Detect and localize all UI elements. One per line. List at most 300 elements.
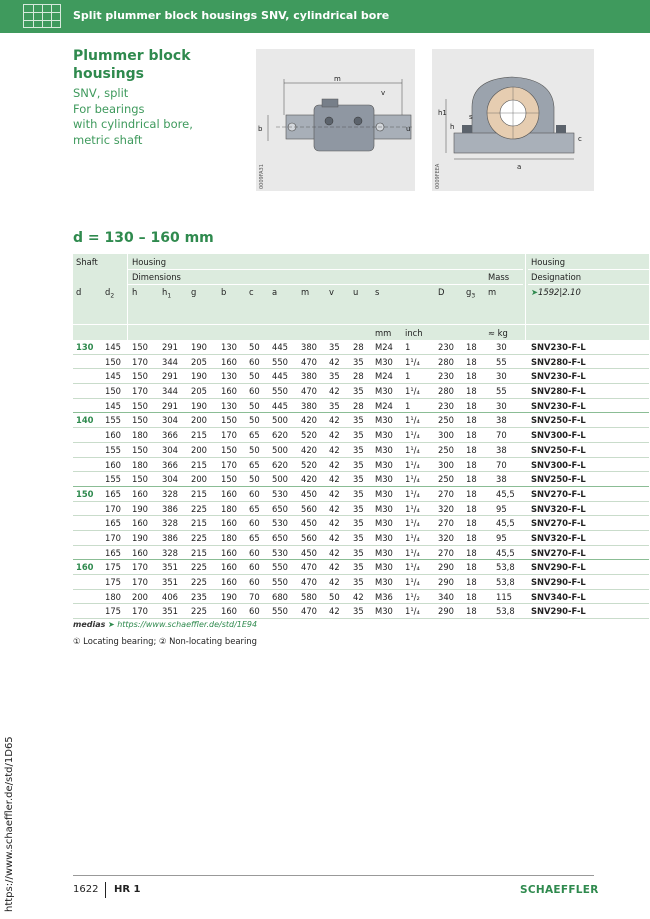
cell-s: M30	[375, 532, 393, 543]
cell-c: 50	[249, 415, 260, 426]
cell-v: 42	[329, 547, 340, 558]
dimension-table	[73, 254, 649, 619]
cell-D: 300	[438, 430, 454, 441]
cell-inch: 1¹/₄	[405, 532, 420, 543]
cell-inch: 1	[405, 400, 411, 411]
col-mass-symbol: m	[488, 287, 497, 297]
desc-line-2: For bearings	[73, 101, 145, 116]
cell-des: SNV270-F-L	[531, 547, 586, 558]
cell-u: 35	[353, 488, 364, 499]
cell-h1: 328	[162, 547, 178, 558]
cell-inch: 1¹/₄	[405, 503, 420, 514]
cell-g3: 18	[466, 371, 477, 382]
cell-d2: 170	[105, 532, 121, 543]
cell-h: 150	[132, 342, 148, 352]
cell-h1: 344	[162, 386, 178, 397]
cell-s: M30	[375, 459, 393, 470]
cell-g: 200	[191, 415, 207, 426]
cell-h: 150	[132, 415, 148, 426]
cell-des: SNV280-F-L	[531, 356, 586, 367]
cell-d2: 170	[105, 503, 121, 514]
desc-line-4: metric shaft	[73, 132, 143, 147]
cell-g: 225	[191, 532, 207, 543]
cell-inch: 1¹/₄	[405, 430, 420, 441]
cell-D: 280	[438, 386, 454, 397]
cell-d: 150	[76, 488, 94, 499]
cell-h: 170	[132, 386, 148, 397]
cell-b: 160	[221, 518, 237, 529]
cell-g3: 18	[466, 547, 477, 558]
cell-m: 420	[301, 415, 317, 426]
cell-s: M30	[375, 488, 393, 499]
cell-mass: 38	[496, 415, 507, 426]
cell-g: 225	[191, 606, 207, 617]
cell-des: SNV300-F-L	[531, 459, 586, 470]
cell-a: 550	[272, 356, 288, 367]
dim-label-a: a	[517, 163, 522, 171]
cell-mass: 95	[496, 503, 507, 514]
table-row	[73, 487, 649, 502]
cell-h1: 328	[162, 488, 178, 499]
cell-d2: 145	[105, 400, 121, 411]
cell-m: 420	[301, 444, 317, 455]
cell-u: 42	[353, 591, 364, 602]
cell-a: 620	[272, 459, 288, 470]
cell-h1: 344	[162, 356, 178, 367]
cell-h1: 291	[162, 400, 178, 411]
cell-m: 380	[301, 342, 317, 352]
cell-h: 170	[132, 562, 148, 573]
cell-D: 320	[438, 532, 454, 543]
cell-g3: 18	[466, 518, 477, 529]
table-row	[73, 413, 649, 428]
dim-label-s: s	[469, 113, 473, 121]
cell-des: SNV290-F-L	[531, 562, 586, 573]
col-v: v	[329, 287, 334, 297]
col-d2: $d_2$	[105, 287, 115, 300]
cell-D: 270	[438, 518, 454, 529]
cell-g3: 18	[466, 415, 477, 426]
cell-g: 205	[191, 356, 207, 367]
cell-d2: 165	[105, 547, 121, 558]
cell-g3: 18	[466, 532, 477, 543]
cell-a: 550	[272, 577, 288, 587]
cell-m: 420	[301, 474, 317, 485]
cell-d2: 155	[105, 415, 121, 426]
cell-c: 60	[249, 518, 260, 529]
cell-b: 160	[221, 488, 237, 499]
cell-d2: 145	[105, 371, 121, 382]
desc-line-3: with cylindrical bore,	[73, 117, 193, 131]
cell-g: 215	[191, 488, 207, 499]
cell-D: 340	[438, 591, 454, 602]
cell-u: 28	[353, 400, 364, 411]
table-row	[73, 443, 649, 458]
cell-h1: 304	[162, 415, 178, 426]
cell-g3: 18	[466, 356, 477, 367]
cell-m: 450	[301, 488, 317, 499]
desc-line-1: SNV, split	[73, 86, 129, 100]
cell-g3: 18	[466, 474, 477, 485]
cell-a: 550	[272, 386, 288, 397]
cell-v: 42	[329, 386, 340, 397]
cell-g3: 18	[466, 591, 477, 602]
cell-h: 160	[132, 518, 148, 529]
cell-b: 190	[221, 591, 237, 602]
cell-h1: 351	[162, 577, 178, 587]
table-row	[73, 560, 649, 575]
cell-a: 445	[272, 342, 288, 352]
cell-s: M30	[375, 518, 393, 529]
cell-mass: 38	[496, 444, 507, 455]
cell-m: 520	[301, 430, 317, 441]
cell-h1: 351	[162, 606, 178, 617]
cell-mass: 95	[496, 532, 507, 543]
cell-s: M30	[375, 356, 393, 367]
cell-b: 160	[221, 356, 237, 367]
cell-mass: 70	[496, 459, 507, 470]
cell-D: 250	[438, 415, 454, 426]
cell-d2: 150	[105, 356, 121, 367]
table-row	[73, 355, 649, 370]
table-row	[73, 340, 649, 355]
dim-label-m: m	[334, 75, 341, 83]
col-mass: Mass	[488, 272, 510, 282]
col-u: u	[353, 287, 359, 297]
dim-label-v: v	[381, 89, 386, 97]
cell-inch: 1¹/₄	[405, 386, 420, 397]
cell-s: M30	[375, 577, 393, 587]
table-row	[73, 502, 649, 517]
cell-D: 290	[438, 606, 454, 617]
cell-des: SNV250-F-L	[531, 474, 586, 485]
footer-separator	[105, 882, 106, 898]
cell-c: 65	[249, 430, 260, 441]
cell-D: 270	[438, 488, 454, 499]
cell-u: 35	[353, 356, 364, 367]
col-s: s	[375, 287, 380, 297]
cell-b: 160	[221, 577, 237, 587]
cell-m: 450	[301, 518, 317, 529]
cell-a: 500	[272, 444, 288, 455]
cell-des: SNV300-F-L	[531, 430, 586, 441]
bore-range-heading: d = 130 – 160 mm	[73, 230, 214, 246]
cell-h1: 386	[162, 532, 178, 543]
cell-v: 42	[329, 430, 340, 441]
cell-s: M30	[375, 415, 393, 426]
cell-inch: 1¹/₄	[405, 444, 420, 455]
schaeffler-logo: SCHAEFFLER	[520, 884, 599, 896]
cell-v: 42	[329, 518, 340, 529]
cell-u: 35	[353, 577, 364, 587]
cell-h1: 406	[162, 591, 178, 602]
cell-b: 180	[221, 532, 237, 543]
cell-D: 250	[438, 474, 454, 485]
col-c: c	[249, 287, 254, 297]
medias-label: medias	[73, 620, 106, 629]
cell-b: 170	[221, 430, 237, 441]
cell-g3: 18	[466, 488, 477, 499]
cell-v: 42	[329, 444, 340, 455]
cell-a: 500	[272, 474, 288, 485]
cell-inch: 1¹/₄	[405, 606, 420, 617]
cell-h: 190	[132, 532, 148, 543]
cell-mass: 53,8	[496, 606, 515, 617]
cell-d2: 175	[105, 577, 121, 587]
cell-g3: 18	[466, 459, 477, 470]
cell-h: 180	[132, 430, 148, 441]
bearing-notes: ① Locating bearing; ② Non-locating bearing	[73, 636, 257, 646]
cell-u: 35	[353, 474, 364, 485]
cell-u: 35	[353, 503, 364, 514]
cell-mass: 70	[496, 430, 507, 441]
cell-s: M30	[375, 606, 393, 617]
cell-u: 35	[353, 415, 364, 426]
cell-b: 160	[221, 386, 237, 397]
cell-g3: 18	[466, 342, 477, 352]
cell-g: 205	[191, 386, 207, 397]
col-g: g	[191, 287, 197, 297]
cell-D: 300	[438, 459, 454, 470]
cell-b: 150	[221, 444, 237, 455]
col-designation: Designation	[531, 272, 582, 282]
cell-des: SNV230-F-L	[531, 342, 586, 352]
cell-c: 60	[249, 356, 260, 367]
cell-s: M30	[375, 474, 393, 485]
cell-g3: 18	[466, 400, 477, 411]
cell-c: 65	[249, 532, 260, 543]
catalogue-section: HR 1	[114, 884, 141, 895]
cell-v: 42	[329, 562, 340, 573]
cell-b: 160	[221, 562, 237, 573]
cell-c: 60	[249, 547, 260, 558]
housing-front-view-drawing	[432, 49, 594, 191]
cell-b: 160	[221, 547, 237, 558]
cell-c: 60	[249, 606, 260, 617]
cell-mass: 45,5	[496, 547, 515, 558]
table-row	[73, 531, 649, 546]
cell-mass: 115	[496, 591, 512, 602]
cell-s: M30	[375, 386, 393, 397]
col-D: D	[438, 287, 445, 297]
cell-d2: 145	[105, 342, 121, 352]
cell-des: SNV320-F-L	[531, 503, 586, 514]
cell-h1: 366	[162, 430, 178, 441]
cell-inch: 1	[405, 371, 411, 382]
cell-h1: 351	[162, 562, 178, 573]
cell-mass: 53,8	[496, 577, 515, 587]
cell-inch: 1¹/₂	[405, 591, 420, 602]
table-row	[73, 516, 649, 531]
side-url[interactable]: https://www.schaeffler.de/std/1D65	[4, 736, 15, 912]
cell-s: M24	[375, 400, 393, 411]
cell-inch: 1¹/₄	[405, 577, 420, 587]
cell-inch: 1¹/₄	[405, 562, 420, 573]
cell-des: SNV230-F-L	[531, 371, 586, 382]
cell-h: 190	[132, 503, 148, 514]
cell-mass: 30	[496, 342, 507, 352]
cell-c: 50	[249, 444, 260, 455]
cell-u: 35	[353, 444, 364, 455]
figure-code-2: 0009FEEA	[435, 163, 441, 189]
cell-mass: 45,5	[496, 518, 515, 529]
cell-v: 42	[329, 606, 340, 617]
cell-a: 550	[272, 562, 288, 573]
cell-u: 35	[353, 386, 364, 397]
medias-reference	[73, 620, 257, 629]
cell-b: 180	[221, 503, 237, 514]
cell-m: 450	[301, 547, 317, 558]
cell-s: M30	[375, 430, 393, 441]
unit-s-mm: mm	[375, 328, 392, 338]
cell-m: 560	[301, 503, 317, 514]
cell-g3: 18	[466, 503, 477, 514]
cell-h: 160	[132, 547, 148, 558]
cell-D: 250	[438, 444, 454, 455]
cell-a: 530	[272, 518, 288, 529]
dim-label-u: u	[406, 125, 411, 133]
cell-v: 42	[329, 577, 340, 587]
cell-D: 230	[438, 342, 454, 352]
cell-v: 50	[329, 591, 340, 602]
col-g3: $g_3$	[466, 287, 476, 300]
cell-d2: 155	[105, 444, 121, 455]
cell-mass: 53,8	[496, 562, 515, 573]
cell-h1: 291	[162, 342, 178, 352]
cell-h1: 386	[162, 503, 178, 514]
housing-front-view-figure	[432, 49, 594, 191]
cell-b: 170	[221, 459, 237, 470]
cell-d: 160	[76, 562, 94, 573]
col-housing-designation: Housing	[531, 257, 566, 267]
cell-v: 42	[329, 415, 340, 426]
cell-d2: 160	[105, 459, 121, 470]
cell-des: SNV270-F-L	[531, 518, 586, 529]
cell-inch: 1¹/₄	[405, 488, 420, 499]
col-shaft: Shaft	[76, 257, 98, 267]
cell-des: SNV230-F-L	[531, 400, 586, 411]
designation-reference: ➤1592|2.10	[531, 287, 581, 297]
cell-d2: 165	[105, 518, 121, 529]
group-divider	[73, 559, 649, 560]
cell-g3: 18	[466, 430, 477, 441]
cell-h: 150	[132, 444, 148, 455]
cell-g: 200	[191, 444, 207, 455]
table-row	[73, 369, 649, 384]
cell-u: 35	[353, 606, 364, 617]
cell-inch: 1¹/₄	[405, 547, 420, 558]
cell-v: 42	[329, 488, 340, 499]
cell-a: 445	[272, 400, 288, 411]
cell-c: 65	[249, 459, 260, 470]
col-dimensions: Dimensions	[132, 272, 181, 282]
cell-c: 60	[249, 562, 260, 573]
cell-s: M24	[375, 371, 393, 382]
cell-m: 580	[301, 591, 317, 602]
cell-v: 35	[329, 400, 340, 411]
cell-c: 70	[249, 591, 260, 602]
cell-v: 42	[329, 503, 340, 514]
section-title-line2: housings	[73, 66, 145, 82]
col-h1: $h_1$	[162, 287, 172, 300]
cell-a: 445	[272, 371, 288, 382]
cell-g: 215	[191, 459, 207, 470]
cell-g: 190	[191, 342, 207, 352]
dim-label-c: c	[578, 135, 582, 143]
cell-h: 150	[132, 474, 148, 485]
cell-g3: 18	[466, 562, 477, 573]
group-divider	[73, 412, 649, 413]
table-row	[73, 428, 649, 443]
table-row	[73, 399, 649, 414]
housing-top-view-drawing	[256, 49, 415, 191]
cell-s: M30	[375, 547, 393, 558]
cell-b: 150	[221, 474, 237, 485]
table-row	[73, 472, 649, 487]
cell-mass: 55	[496, 356, 507, 367]
cell-g: 190	[191, 371, 207, 382]
cell-D: 230	[438, 400, 454, 411]
footer-divider	[73, 875, 594, 876]
cell-v: 35	[329, 342, 340, 352]
cell-a: 530	[272, 488, 288, 499]
header-bar	[0, 0, 650, 33]
cell-a: 650	[272, 503, 288, 514]
cell-d2: 175	[105, 606, 121, 617]
cell-a: 530	[272, 547, 288, 558]
cell-D: 280	[438, 356, 454, 367]
cell-g3: 18	[466, 386, 477, 397]
cell-s: M30	[375, 444, 393, 455]
cell-des: SNV250-F-L	[531, 415, 586, 426]
cell-s: M30	[375, 562, 393, 573]
cell-inch: 1¹/₄	[405, 356, 420, 367]
cell-h: 160	[132, 488, 148, 499]
cell-g: 225	[191, 577, 207, 587]
cell-d2: 180	[105, 591, 121, 602]
cell-h: 200	[132, 591, 148, 602]
cell-g: 215	[191, 518, 207, 529]
cell-h: 170	[132, 356, 148, 367]
medias-arrow-icon: ➤	[107, 620, 115, 629]
medias-link[interactable]: https://www.schaeffler.de/std/1E94	[117, 620, 258, 629]
cell-u: 28	[353, 342, 364, 352]
grid-icon	[23, 4, 61, 28]
cell-d2: 155	[105, 474, 121, 485]
cell-h: 180	[132, 459, 148, 470]
cell-s: M24	[375, 342, 393, 352]
cell-d: 140	[76, 415, 94, 426]
col-housing: Housing	[132, 257, 167, 267]
cell-inch: 1¹/₄	[405, 518, 420, 529]
dim-label-h: h	[450, 123, 455, 131]
cell-m: 380	[301, 371, 317, 382]
cell-inch: 1¹/₄	[405, 459, 420, 470]
cell-des: SNV290-F-L	[531, 606, 586, 617]
cell-m: 520	[301, 459, 317, 470]
dim-label-b: b	[258, 125, 263, 133]
cell-g: 215	[191, 430, 207, 441]
cell-g3: 18	[466, 606, 477, 617]
cell-u: 35	[353, 532, 364, 543]
cell-h: 150	[132, 371, 148, 382]
cell-g3: 18	[466, 577, 477, 587]
cell-c: 65	[249, 503, 260, 514]
cell-h1: 328	[162, 518, 178, 529]
cell-s: M36	[375, 591, 393, 602]
table-row	[73, 384, 649, 399]
cell-a: 650	[272, 532, 288, 543]
